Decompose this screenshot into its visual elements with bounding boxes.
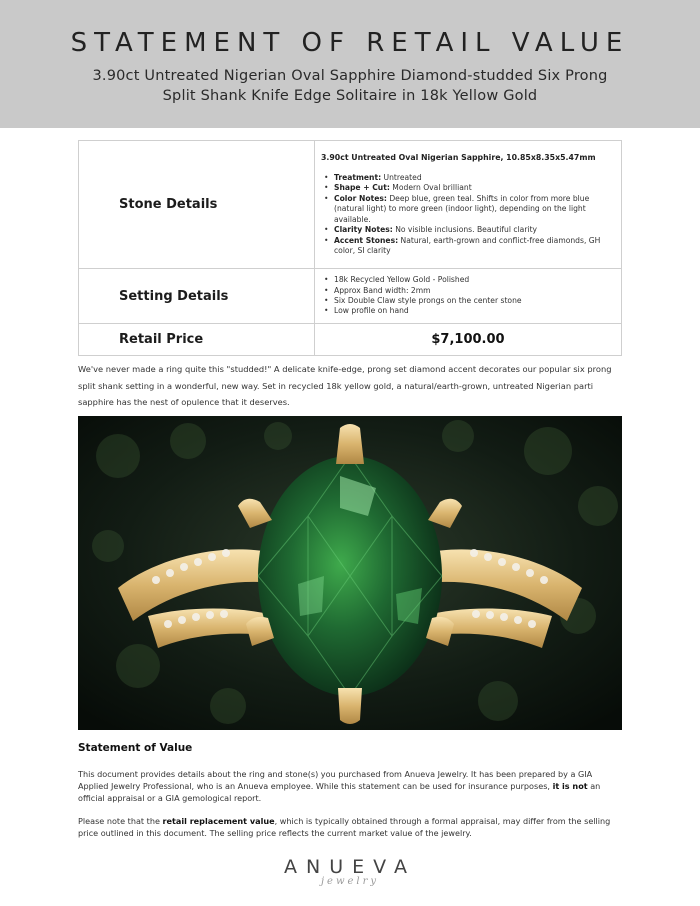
statement-paragraph-2: Please note that the retail replacement value, which is typically obtained through a formal appraisal, may differ from the selling price outlined in this document. The selling price reflects the current market value of the jewelry. xyxy=(78,816,611,838)
list-item: • 18k Recycled Yellow Gold - Polished xyxy=(321,275,615,285)
retail-price-label: Retail Price xyxy=(79,324,315,356)
list-item: • Clarity Notes: No visible inclusions. Beautiful clarity xyxy=(321,225,615,235)
setting-details-list xyxy=(321,275,615,317)
list-item: • Accent Stones: Natural, earth-grown and conflict-free diamonds, GH color, SI clarity xyxy=(321,236,615,257)
list-item: • Six Double Claw style prongs on the center stone xyxy=(321,296,615,306)
list-item: • Shape + Cut: Modern Oval brilliant xyxy=(321,183,615,193)
stone-details-label: Stone Details xyxy=(79,141,315,269)
ring-illustration xyxy=(78,416,622,730)
stone-title: 3.90ct Untreated Oval Nigerian Sapphire, 10.85x8.35x5.47mm xyxy=(321,152,596,162)
retail-price-row xyxy=(79,324,622,356)
stone-details-info xyxy=(315,141,622,269)
list-item: • Color Notes: Deep blue, green teal. Shifts in color from more blue (natural light) to more green (indoor light), depending on the light available. xyxy=(321,194,615,225)
anueva-logo xyxy=(250,856,450,887)
setting-details-label: Setting Details xyxy=(79,269,315,324)
stone-details-list xyxy=(321,173,615,256)
list-item: • Treatment: Untreated xyxy=(321,173,615,183)
logo-subtitle: jewelry xyxy=(320,876,380,887)
page-title: STATEMENT OF RETAIL VALUE xyxy=(70,28,630,58)
list-item: • Approx Band width: 2mm xyxy=(321,286,615,296)
setting-details-info xyxy=(315,269,622,324)
list-item: • Low profile on hand xyxy=(321,306,615,316)
statement-paragraph-1: This document provides details about the ring and stone(s) you purchased from Anueva Jewelry. It has been prepared by a GIA Applied Jewelry Professional, who is an Anueva employee. While this statement can be used for insurance purposes, it is not an official appraisal or a GIA gemological report. xyxy=(78,769,601,803)
product-subtitle: 3.90ct Untreated Nigerian Oval Sapphire Diamond-studded Six Prong Split Shank Knife Edge Solitaire in 18k Yellow Gold xyxy=(92,68,608,104)
statement-heading: Statement of Value xyxy=(78,742,193,754)
header-banner xyxy=(0,0,700,128)
ring-photo xyxy=(78,416,622,730)
retail-price-value: $7,100.00 xyxy=(315,324,622,356)
stone-details-row xyxy=(79,141,622,269)
logo-brand: ANUEVA xyxy=(284,856,416,878)
details-table xyxy=(78,140,622,356)
product-description: We've never made a ring quite this "studded!" A delicate knife-edge, prong set diamond accent decorates our popular six prong split shank setting in a wonderful, new way. Set in recycled 18k yellow gold, a natural/earth-grown, untreated Nigerian parti sapphire has the nest of opulence that it deserves. xyxy=(78,364,612,407)
setting-details-row xyxy=(79,269,622,324)
